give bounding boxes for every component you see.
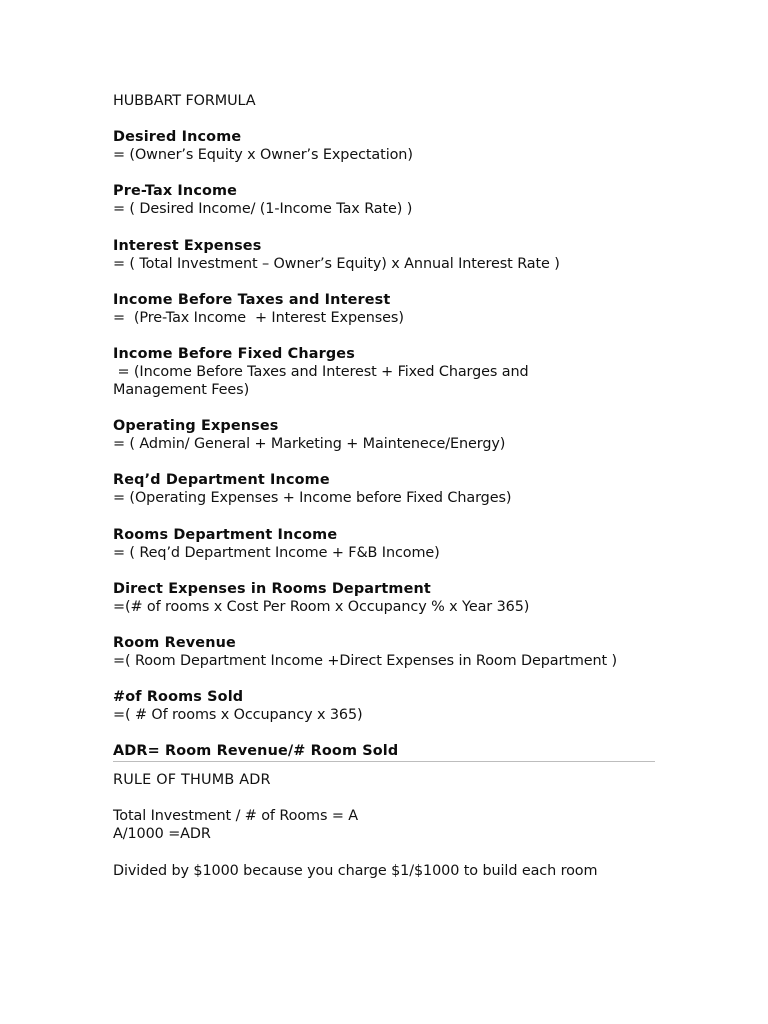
- section-heading: #of Rooms Sold: [113, 689, 244, 706]
- section-heading: Operating Expenses: [113, 418, 279, 435]
- adr-formula: ADR= Room Revenue/# Room Sold: [113, 743, 399, 760]
- section-formula: =( Room Department Income +Direct Expenses in Room Department ): [113, 652, 618, 669]
- section-interest-expenses: [113, 237, 673, 273]
- section-direct-expenses-rooms: [113, 580, 673, 616]
- document-title: HUBBART FORMULA: [113, 93, 256, 109]
- section-desired-income: [113, 128, 673, 164]
- section-heading: Income Before Taxes and Interest: [113, 291, 391, 308]
- section-formula: = (Pre-Tax Income + Interest Expenses): [113, 309, 404, 326]
- section-formula: =( # Of rooms x Occupancy x 365): [113, 707, 363, 724]
- section-heading: Desired Income: [113, 129, 242, 146]
- section-room-revenue: [113, 634, 673, 670]
- section-formula: = ( Admin/ General + Marketing + Maintenece/Energy): [113, 436, 506, 453]
- section-formula: = ( Total Investment – Owner’s Equity) x Annual Interest Rate ): [113, 255, 560, 272]
- section-operating-expenses: [113, 417, 673, 453]
- document-page: [113, 92, 673, 880]
- section-heading: Room Revenue: [113, 634, 236, 651]
- section-heading: Pre-Tax Income: [113, 183, 238, 200]
- section-heading: Direct Expenses in Rooms Department: [113, 580, 431, 597]
- section-heading: Req’d Department Income: [113, 472, 330, 489]
- section-heading: Rooms Department Income: [113, 526, 338, 543]
- section-rooms-sold: [113, 688, 673, 724]
- section-formula: = ( Desired Income/ (1-Income Tax Rate) ): [113, 201, 413, 218]
- section-pre-tax-income: [113, 182, 673, 218]
- section-rule-of-thumb: [113, 771, 673, 879]
- section-rooms-department-income: [113, 526, 673, 562]
- rule-of-thumb-line: A/1000 =ADR: [113, 826, 211, 843]
- section-formula: = (Income Before Taxes and Interest + Fixed Charges and: [113, 363, 529, 380]
- section-formula: = ( Req’d Department Income + F&B Income): [113, 544, 440, 561]
- section-formula: = (Owner’s Equity x Owner’s Expectation): [113, 147, 413, 164]
- section-formula-continued: Management Fees): [113, 381, 250, 398]
- rule-of-thumb-heading: RULE OF THUMB ADR: [113, 772, 271, 789]
- section-income-before-fixed-charges: [113, 345, 673, 399]
- divider-line: [113, 761, 655, 762]
- section-income-before-taxes-and-interest: [113, 291, 673, 327]
- section-heading: Income Before Fixed Charges: [113, 345, 355, 362]
- rule-of-thumb-note: Divided by $1000 because you charge $1/$1000 to build each room: [113, 862, 598, 879]
- section-reqd-department-income: [113, 471, 673, 507]
- section-formula: = (Operating Expenses + Income before Fixed Charges): [113, 490, 512, 507]
- section-formula: =(# of rooms x Cost Per Room x Occupancy % x Year 365): [113, 598, 530, 615]
- rule-of-thumb-line: Total Investment / # of Rooms = A: [113, 808, 358, 825]
- section-heading: Interest Expenses: [113, 237, 262, 254]
